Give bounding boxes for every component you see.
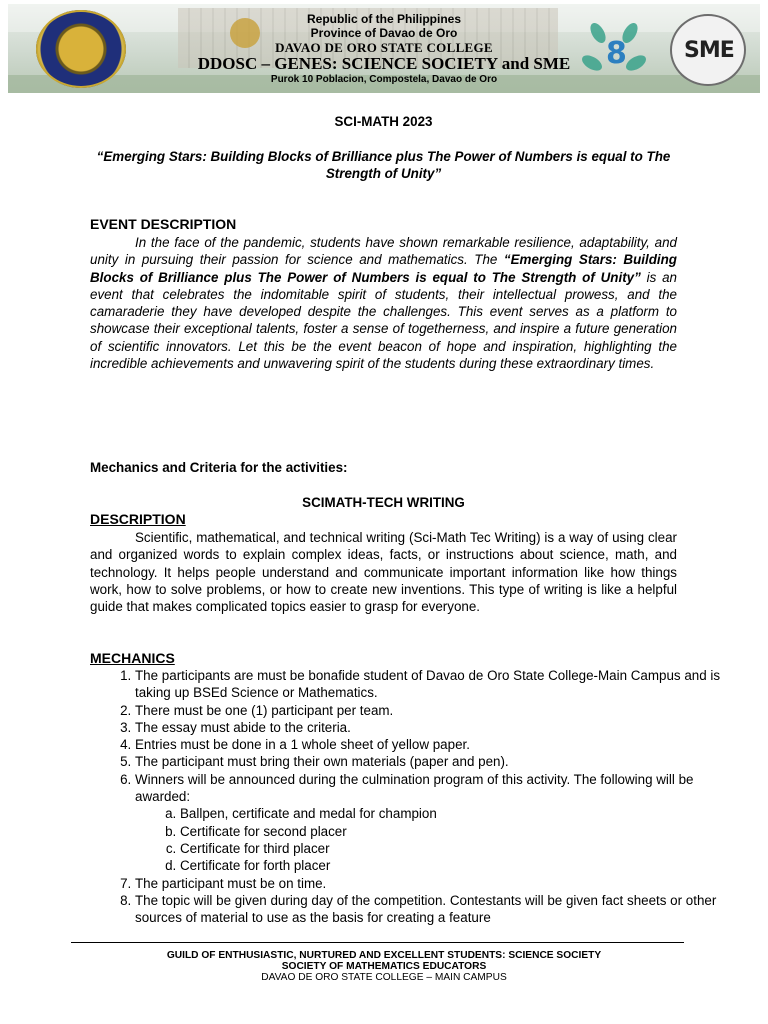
header-address: Purok 10 Poblacion, Compostela, Davao de Oro — [270, 74, 498, 85]
event-theme-inline: “Emerging Stars: Building Blocks of Brilliance plus The Power of Numbers is equal to The Strength of Unity” — [90, 252, 677, 285]
event-theme: “Emerging Stars: Building Blocks of Brilliance plus The Power of Numbers is equal to The Strength of Unity” — [96, 149, 671, 182]
footer-guild: GUILD OF ENTHUSIASTIC, NURTURED AND EXCELLENT STUDENTS: SCIENCE SOCIETY — [166, 950, 602, 961]
scimath-heading: SCIMATH-TECH WRITING — [302, 495, 465, 510]
event-intro: In the face of the pandemic, students have shown remarkable resilience, adaptability, and unity in pursuing their passion for science and mathematics. The — [90, 235, 677, 268]
awards-list — [135, 805, 722, 874]
list-item: 4. Entries must be done in a 1 whole sheet of yellow paper. — [135, 736, 722, 753]
mechanics-intro: Mechanics and Criteria for the activities: — [90, 460, 348, 475]
list-item: 8. The topic will be given during day of the competition. Contestants will be given fact sheets or other sources of material to use as the basis for creating a feature — [135, 892, 722, 927]
footer-society: SOCIETY OF MATHEMATICS EDUCATORS — [281, 961, 487, 972]
footer-campus: DAVAO DE ORO STATE COLLEGE – MAIN CAMPUS — [261, 972, 507, 983]
footer-divider — [71, 942, 684, 943]
list-item: 7. The participant must be on time. — [135, 875, 722, 892]
header-province: Province of Davao de Oro — [310, 26, 458, 40]
header-republic: Republic of the Philippines — [306, 12, 461, 26]
list-item: 3. The essay must abide to the criteria. — [135, 719, 722, 736]
sme-logo: SME — [670, 14, 746, 86]
mechanics-list — [90, 667, 722, 926]
event-description-body — [90, 234, 677, 372]
genes-logo: 8 — [584, 18, 644, 88]
award-item: a. Ballpen, certificate and medal for champion — [180, 805, 722, 822]
event-rest: is an event that celebrates the indomitable spirit of students, their intellectual prowess, and the camaraderie they have developed despite the challenges. This event serves as a platform to showcase their exceptional talents, foster a sense of togetherness, and inspire a future generation of scientific innovators. Let this be the event beacon of hope and inspiration, highlighting the incredible achievements and unwavering spirit of the students during these extraordinary times. — [90, 269, 677, 372]
header-org: DDOSC – GENES: SCIENCE SOCIETY and SME — [197, 54, 571, 73]
list-item: 5. The participant must bring their own materials (paper and pen). — [135, 753, 722, 770]
event-description-heading: EVENT DESCRIPTION — [90, 216, 237, 232]
list-item: 6. Winners will be announced during the culmination program of this activity. The following will be awarded: a. Ballpen, certificate and medal for champion b. Certificate for second placer c. Certificate for third placer d. Certificate for forth placer — [135, 771, 722, 875]
header-college: DAVAO DE ORO STATE COLLEGE — [275, 40, 493, 55]
page-title: SCI-MATH 2023 — [334, 114, 433, 129]
mechanics-heading: MECHANICS — [90, 650, 175, 666]
description-heading: DESCRIPTION — [90, 511, 186, 527]
award-item: d. Certificate for forth placer — [180, 857, 722, 874]
list-item: 2. There must be one (1) participant per team. — [135, 702, 722, 719]
description-body: Scientific, mathematical, and technical writing (Sci-Math Tec Writing) is a way of using clear and organized words to explain complex ideas, facts, or instructions about science, math, and technology. It helps people understand and communicate important information like how things work, how to solve problems, or how to create new inventions. This type of writing is like a helpful guide that makes complicated topics easier to grasp for everyone. — [90, 530, 677, 615]
list-item: 1. The participants are must be bonafide student of Davao de Oro State College-Main Campus and is taking up BSEd Science or Mathematics. — [135, 667, 722, 702]
award-item: b. Certificate for second placer — [180, 823, 722, 840]
award-item: c. Certificate for third placer — [180, 840, 722, 857]
